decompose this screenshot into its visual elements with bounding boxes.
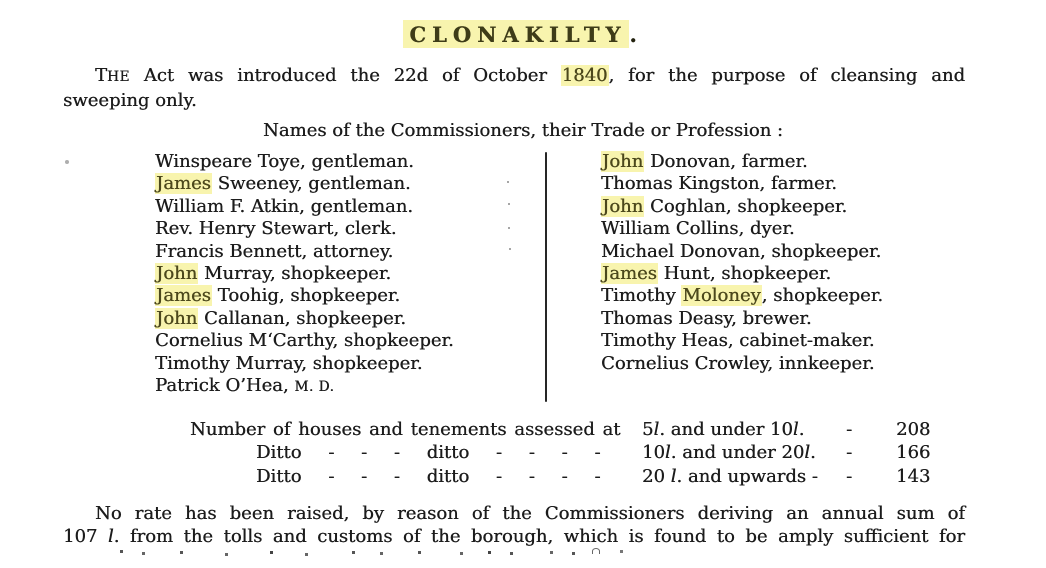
text-segment: . and upwards - — [676, 465, 818, 487]
commissioner-entry — [601, 330, 991, 352]
text-segment: Cornelius Crowley, innkeeper. — [601, 352, 875, 374]
column-divider-rule — [545, 152, 547, 402]
highlighted-text: James — [156, 173, 211, 195]
text-segment: Act was introduced the 22d of October — [129, 65, 561, 86]
assessment-table — [190, 418, 965, 488]
text-segment: HE — [107, 69, 130, 85]
assessment-range — [642, 441, 834, 464]
commissioner-entry — [155, 196, 545, 218]
commissioner-entry — [155, 173, 545, 195]
highlighted-text: John — [156, 263, 198, 285]
commissioner-entry — [155, 151, 545, 173]
commissioner-entry — [601, 308, 991, 330]
commissioner-entry — [155, 241, 545, 263]
text-segment: Hunt, shopkeeper. — [657, 263, 832, 285]
highlighted-text: 1840 — [561, 65, 608, 86]
text-segment: l — [804, 442, 811, 464]
assessment-row-label — [190, 418, 642, 441]
text-segment: Timothy — [601, 285, 682, 307]
text-segment: Callanan, shopkeeper. — [198, 307, 407, 329]
text-segment: 107 — [63, 526, 108, 547]
text-segment: 20 — [642, 465, 671, 487]
commissioner-entry — [601, 353, 991, 375]
text-segment: Rev. Henry Stewart, clerk. — [155, 218, 397, 240]
closing-paragraph — [63, 502, 965, 548]
text-segment: sweeping only. — [63, 90, 197, 111]
text-segment: . — [798, 419, 805, 440]
commissioner-entry — [155, 263, 545, 285]
intro-paragraph — [63, 64, 965, 112]
text-segment: Timothy Heas, cabinet-maker. — [601, 330, 875, 352]
commissioner-entry — [601, 151, 991, 173]
clipped-text-glyph — [592, 548, 600, 554]
commissioner-entry — [601, 241, 991, 263]
commissioner-entry — [155, 308, 545, 330]
commissioner-entry — [155, 218, 545, 240]
commissioner-entry — [601, 196, 991, 218]
text-segment: Number of houses and tenements assessed at — [190, 419, 621, 440]
assessment-row — [190, 465, 965, 488]
assessment-row — [190, 418, 965, 441]
commissioner-entry — [601, 263, 991, 285]
text-segment: Toohig, shopkeeper. — [211, 285, 401, 307]
scan-speck — [507, 181, 509, 183]
text-segment: 10 — [642, 442, 665, 464]
text-segment: . and under 20 — [670, 442, 805, 464]
text-segment: William F. Atkin, gentleman. — [155, 195, 414, 217]
commissioner-entry — [601, 285, 991, 307]
commissioner-entry — [601, 218, 991, 240]
text-segment: l — [107, 526, 114, 547]
text-segment: . from the tolls and customs of the borough, which is found to be amply sufficient for — [113, 526, 965, 547]
commissioners-right-column — [601, 151, 991, 375]
clipped-text-line — [120, 550, 123, 553]
assessment-count: 208 — [896, 419, 931, 440]
title-highlight: CLONAKILTY — [403, 20, 629, 48]
text-segment: Thomas Deasy, brewer. — [601, 307, 812, 329]
text-segment: Ditto - - - ditto - - - - — [256, 442, 601, 464]
assessment-row-label — [190, 441, 642, 464]
assessment-count: 166 — [896, 442, 931, 464]
text-segment: 5 — [642, 419, 654, 440]
highlighted-text: John — [156, 307, 198, 329]
text-segment: Thomas Kingston, farmer. — [601, 173, 837, 195]
text-segment: Timothy Murray, shopkeeper. — [155, 352, 423, 374]
commissioner-entry — [155, 330, 545, 352]
assessment-dash: - — [846, 419, 853, 440]
text-segment: Francis Bennett, attorney. — [155, 240, 394, 262]
text-segment: No rate has been raised, by reason of the Commissioners deriving an annual sum of — [95, 503, 965, 524]
commissioner-entry — [155, 353, 545, 375]
text-segment: Sweeney, gentleman. — [211, 173, 411, 195]
closing-line-1 — [63, 502, 965, 525]
highlighted-text: Moloney — [682, 285, 761, 307]
commissioner-entry — [155, 375, 545, 398]
assessment-row-label — [190, 465, 642, 488]
commissioner-entry — [155, 285, 545, 307]
highlighted-text: James — [602, 263, 657, 285]
text-segment: Murray, shopkeeper. — [198, 263, 392, 285]
title-period: . — [629, 22, 643, 47]
commissioners-left-column — [155, 151, 545, 398]
scan-speck — [508, 227, 510, 229]
highlighted-text: John — [602, 151, 644, 172]
commissioners-heading: Names of the Commissioners, their Trade or Profession : — [263, 120, 783, 141]
scan-speck — [65, 160, 69, 164]
assessment-range — [642, 418, 834, 441]
text-segment: l — [792, 419, 799, 440]
commissioner-entry — [601, 173, 991, 195]
page-title — [0, 22, 1046, 47]
text-segment: l — [670, 465, 677, 487]
text-segment: l — [653, 419, 660, 440]
intro-line-2 — [63, 89, 965, 112]
text-segment: Michael Donovan, shopkeeper. — [601, 240, 882, 262]
highlighted-text: James — [156, 285, 211, 307]
text-segment: Donovan, farmer. — [644, 151, 808, 172]
text-segment: T — [95, 65, 108, 86]
scan-speck — [508, 203, 510, 205]
text-segment: Winspeare Toye, gentleman. — [155, 151, 414, 172]
text-segment: Coghlan, shopkeeper. — [644, 195, 848, 217]
text-segment: , shopkeeper. — [761, 285, 884, 307]
closing-line-2 — [63, 525, 965, 548]
highlighted-text: John — [602, 195, 644, 217]
text-segment: William Collins, dyer. — [601, 218, 795, 240]
assessment-dash: - — [846, 465, 853, 487]
text-segment: Ditto - - - ditto - - - - — [256, 465, 601, 487]
assessment-range — [642, 465, 834, 488]
assessment-count: 143 — [896, 465, 931, 487]
text-segment: , for the purpose of cleansing and — [608, 65, 966, 86]
scan-speck — [509, 248, 511, 250]
text-segment: M. D. — [294, 379, 335, 396]
assessment-dash: - — [846, 442, 853, 464]
text-segment: Cornelius M‘Carthy, shopkeeper. — [155, 330, 454, 352]
assessment-row — [190, 441, 965, 464]
intro-line-1 — [63, 64, 965, 89]
text-segment: l — [664, 442, 671, 464]
text-segment: . — [810, 442, 816, 464]
text-segment: . and under 10 — [659, 419, 793, 440]
text-segment: Patrick O’Hea, — [155, 375, 295, 397]
